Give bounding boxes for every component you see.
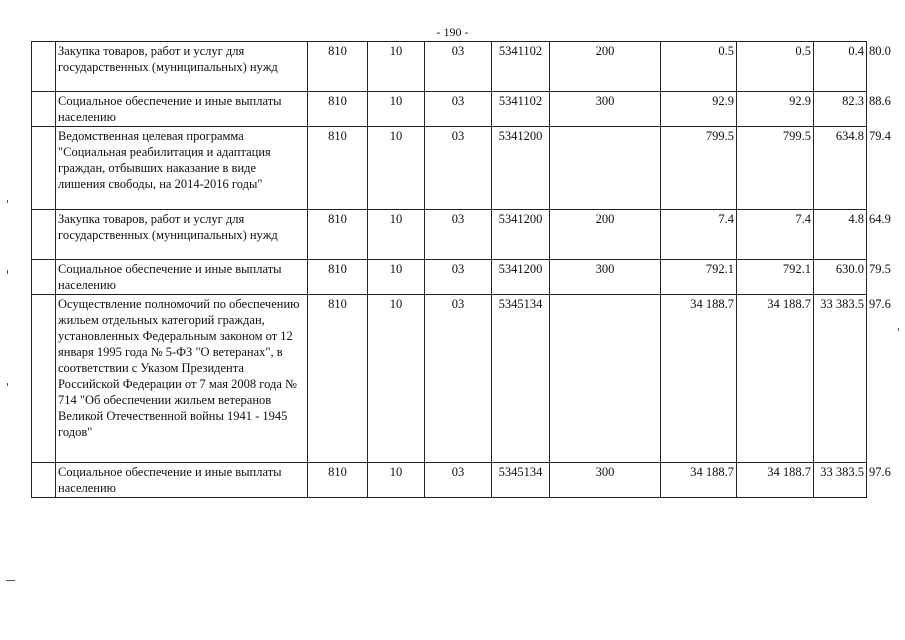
amount-refined: 799.5: [737, 127, 814, 210]
row-name: Закупка товаров, работ и услуг для государственных (муниципальных) нужд: [56, 42, 308, 92]
section-code: 10: [368, 463, 425, 498]
table-row: Ведомственная целевая программа "Социальная реабилитация и адаптация граждан, отбывших наказание в виде лишения свободы, на 2014-2016 годы" 810 10 03 5341200 799.5 799.5 634.8 79.4: [32, 127, 867, 210]
expense-type-code: [550, 295, 661, 463]
table-row: Осуществление полномочий по обеспечению жильем отдельных категорий граждан, установленных Федеральным законом от 12 января 1995 года № 5-ФЗ "О ветеранах", в соответствии с Указом Президента Российской Федерации от 7 мая 2008 года № 714 "Об обеспечении жильем ветеранов Великой Отечественной войны 1941 - 1945 годов" 810 10 03 5345134 34 188.7 34 188.7 33 383.5 97.6: [32, 295, 867, 463]
amount-planned: 0.5: [661, 42, 737, 92]
expense-type-code: 200: [550, 42, 661, 92]
scan-mark: [6, 580, 15, 581]
admin-code: 810: [308, 210, 368, 260]
amount-refined: 7.4: [737, 210, 814, 260]
amount-refined: 34 188.7: [737, 463, 814, 498]
row-margin-cell: [32, 210, 56, 260]
table-row: Закупка товаров, работ и услуг для государственных (муниципальных) нужд 810 10 03 5341200 200 7.4 7.4 4.8 64.9: [32, 210, 867, 260]
section-code: 10: [368, 42, 425, 92]
table-row: Социальное обеспечение и иные выплаты населению 810 10 03 5341200 300 792.1 792.1 630.0 79.5: [32, 260, 867, 295]
target-article-code: 5345134: [492, 295, 550, 463]
table-row: Закупка товаров, работ и услуг для государственных (муниципальных) нужд 810 10 03 5341102 200 0.5 0.5 0.4 80.0: [32, 42, 867, 92]
row-name: Закупка товаров, работ и услуг для государственных (муниципальных) нужд: [56, 210, 308, 260]
table-row: Социальное обеспечение и иные выплаты населению 810 10 03 5345134 300 34 188.7 34 188.7 33 383.5 97.6: [32, 463, 867, 498]
target-article-code: 5341200: [492, 260, 550, 295]
section-code: 10: [368, 295, 425, 463]
target-article-code: 5341102: [492, 42, 550, 92]
admin-code: 810: [308, 127, 368, 210]
table-row: Социальное обеспечение и иные выплаты населению 810 10 03 5341102 300 92.9 92.9 82.3 88.6: [32, 92, 867, 127]
row-margin-cell: [32, 295, 56, 463]
amount-planned: 34 188.7: [661, 463, 737, 498]
row-name: Ведомственная целевая программа "Социальная реабилитация и адаптация граждан, отбывших наказание в виде лишения свободы, на 2014-2016 годы": [56, 127, 308, 210]
subsection-code: 03: [425, 210, 492, 260]
amount-planned: 34 188.7: [661, 295, 737, 463]
subsection-code: 03: [425, 42, 492, 92]
amount-planned: 7.4: [661, 210, 737, 260]
row-name: Социальное обеспечение и иные выплаты населению: [56, 463, 308, 498]
row-margin-cell: [32, 92, 56, 127]
amount-planned: 792.1: [661, 260, 737, 295]
admin-code: 810: [308, 42, 368, 92]
expense-type-code: 300: [550, 260, 661, 295]
budget-table: [31, 41, 891, 498]
amount-refined: 792.1: [737, 260, 814, 295]
row-margin-cell: [32, 260, 56, 295]
amount-refined: 92.9: [737, 92, 814, 127]
row-margin-cell: [32, 42, 56, 92]
section-code: 10: [368, 92, 425, 127]
expense-type-code: 300: [550, 463, 661, 498]
row-margin-cell: [32, 127, 56, 210]
subsection-code: 03: [425, 463, 492, 498]
row-name: Социальное обеспечение и иные выплаты населению: [56, 260, 308, 295]
target-article-code: 5341200: [492, 210, 550, 260]
subsection-code: 03: [425, 295, 492, 463]
amount-executed: 634.8: [814, 127, 867, 210]
target-article-code: 5341200: [492, 127, 550, 210]
page-number: - 190 -: [436, 25, 469, 39]
section-code: 10: [368, 260, 425, 295]
subsection-code: 03: [425, 127, 492, 210]
section-code: 10: [368, 210, 425, 260]
amount-executed: 82.3: [814, 92, 867, 127]
row-name: Осуществление полномочий по обеспечению жильем отдельных категорий граждан, установленных Федеральным законом от 12 января 1995 года № 5-ФЗ "О ветеранах", в соответствии с Указом Президента Российской Федерации от 7 мая 2008 года № 714 "Об обеспечении жильем ветеранов Великой Отечественной войны 1941 - 1945 годов": [56, 295, 308, 463]
admin-code: 810: [308, 260, 368, 295]
admin-code: 810: [308, 463, 368, 498]
section-code: 10: [368, 127, 425, 210]
admin-code: 810: [308, 92, 368, 127]
scan-mark: [7, 383, 8, 386]
amount-refined: 34 188.7: [737, 295, 814, 463]
amount-executed: 0.4: [814, 42, 867, 92]
scan-mark: [7, 270, 8, 274]
target-article-code: 5341102: [492, 92, 550, 127]
expense-type-code: 200: [550, 210, 661, 260]
amount-executed: 630.0: [814, 260, 867, 295]
amount-executed: 4.8: [814, 210, 867, 260]
amount-refined: 0.5: [737, 42, 814, 92]
subsection-code: 03: [425, 260, 492, 295]
row-margin-cell: [32, 463, 56, 498]
scan-mark: [898, 328, 899, 331]
scan-mark: [7, 200, 8, 203]
expense-type-code: 300: [550, 92, 661, 127]
amount-planned: 92.9: [661, 92, 737, 127]
target-article-code: 5345134: [492, 463, 550, 498]
admin-code: 810: [308, 295, 368, 463]
row-name: Социальное обеспечение и иные выплаты населению: [56, 92, 308, 127]
expense-type-code: [550, 127, 661, 210]
amount-executed: 33 383.5: [814, 295, 867, 463]
amount-planned: 799.5: [661, 127, 737, 210]
amount-executed: 33 383.5: [814, 463, 867, 498]
subsection-code: 03: [425, 92, 492, 127]
